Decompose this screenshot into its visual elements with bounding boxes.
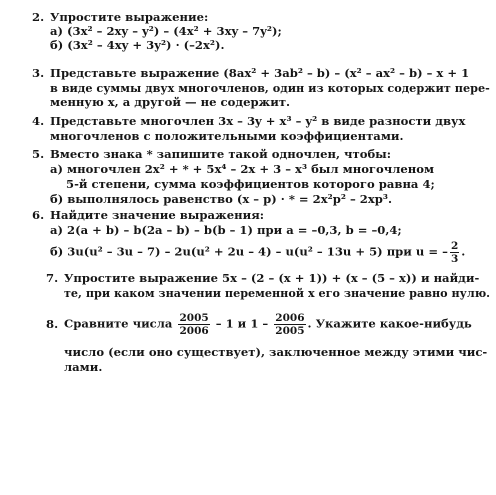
problem-5-line-1: 5. Вместо знака * запишите такой одночлен, чтобы:: [32, 147, 392, 161]
problem-7-number: 7.: [46, 271, 59, 285]
problem-2b: б) (3x² – 4xy + 3y²) · (–2x²).: [50, 38, 225, 52]
fraction-two-thirds: $\frac{2}{3}$: [450, 240, 459, 265]
problem-7-line-2: те, при каком значении переменной x его значение равно нулю.: [64, 286, 491, 300]
problem-8-line-1: 8. Сравните числа $\frac{2005}{2006}$ – 1 и 1 – $\frac{2006}{2005}$ . Укажите какое-нибудь: [46, 312, 472, 337]
problem-2-number: 2.: [32, 10, 45, 24]
problem-4-line-1: 4. Представьте многочлен 3x – 3y + x³ – y² в виде разности двух: [32, 114, 466, 128]
problem-5-line-2: а) многочлен 2x² + * + 5x⁴ – 2x + 3 – x³ был многочленом: [50, 162, 435, 176]
problem-6-number: 6.: [32, 208, 45, 222]
problem-5-line-4: б) выполнялось равенство (x – p) · * = 2x²p² – 2xp³.: [50, 192, 392, 206]
problem-5-number: 5.: [32, 147, 45, 161]
problem-3-line-3: менную x, а другой — не содержит.: [50, 95, 291, 109]
problem-4-line-2: многочленов с положительными коэффициентами.: [50, 129, 404, 143]
problem-5-line-3: 5-й степени, сумма коэффициентов которого равна 4;: [66, 177, 435, 191]
problem-2a: а) (3x² – 2xy – y²) – (4x² + 3xy – 7y²);: [50, 24, 282, 38]
problem-7-line-1: 7. Упростите выражение 5x – (2 – (x + 1)) + (x – (5 – x)) и найди-: [46, 271, 480, 285]
problem-2-title: 2. Упростите выражение:: [32, 10, 209, 24]
problem-3-number: 3.: [32, 66, 45, 80]
problem-8-line-3: лами.: [64, 360, 103, 374]
problem-4-number: 4.: [32, 114, 45, 128]
problem-8-line-2: число (если оно существует), заключенное между этими чис-: [64, 345, 488, 359]
problem-6b: б) 3u(u² – 3u – 7) – 2u(u² + 2u – 4) – u(u² – 13u + 5) при u = – $\frac{2}{3}$ .: [50, 240, 466, 265]
fraction-2005-2006: $\frac{2005}{2006}$: [179, 312, 209, 337]
fraction-2006-2005: $\frac{2006}{2005}$: [275, 312, 305, 337]
problem-6a: а) 2(a + b) – b(2a – b) – b(b – 1) при a = –0,3, b = –0,4;: [50, 223, 402, 237]
problem-8-number: 8.: [46, 316, 59, 331]
problem-6-title: 6. Найдите значение выражения:: [32, 208, 265, 222]
problem-3-line-2: в виде суммы двух многочленов, один из которых содержит пере-: [50, 81, 490, 95]
problem-3-line-1: 3. Представьте выражение (8ax² + 3ab² – b) – (x² – ax² – b) – x + 1: [32, 66, 470, 80]
